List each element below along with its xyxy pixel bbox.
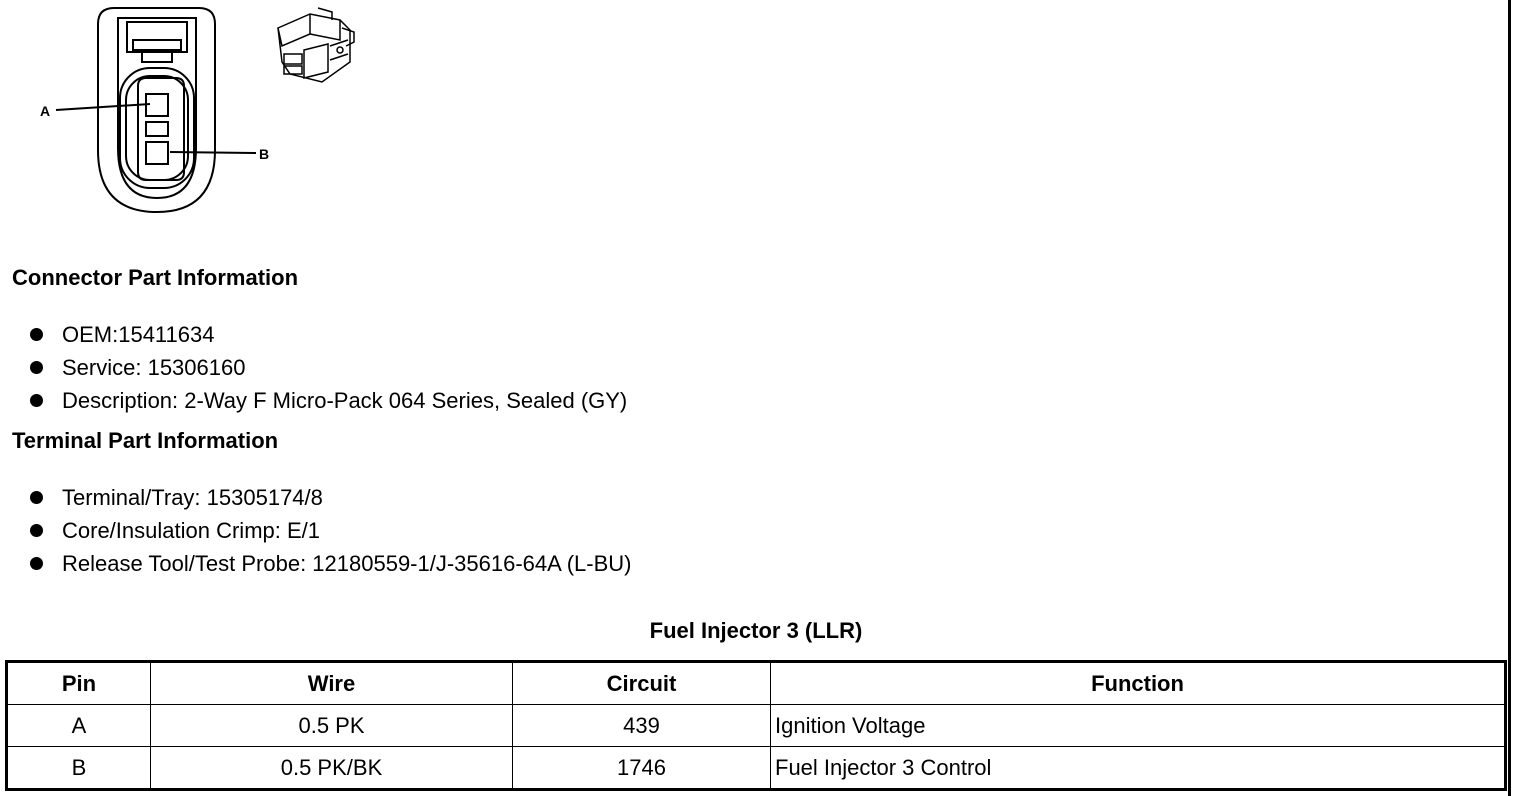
pinout-table (5, 660, 1507, 791)
table-title: Fuel Injector 3 (LLR) (649, 618, 863, 643)
terminal-part-list (30, 481, 632, 580)
list-item: Release Tool/Test Probe: 12180559-1/J-35616-64A (L-BU) (30, 547, 632, 580)
column-header-circuit: Circuit (513, 662, 771, 705)
bullet-icon (30, 557, 43, 570)
table-row (7, 747, 1506, 790)
cell-pin: A (7, 705, 151, 747)
cell-circuit: 439 (513, 705, 771, 747)
cell-wire: 0.5 PK (151, 705, 513, 747)
cell-function: Fuel Injector 3 Control (771, 747, 1506, 790)
connector-face-diagram (30, 0, 290, 220)
pin-label-a: A (40, 103, 51, 119)
table-header-row (7, 662, 1506, 705)
cell-pin: B (7, 747, 151, 790)
column-header-wire: Wire (151, 662, 513, 705)
list-item: Terminal/Tray: 15305174/8 (30, 481, 632, 514)
column-header-function: Function (771, 662, 1506, 705)
column-header-pin: Pin (7, 662, 151, 705)
list-item: Core/Insulation Crimp: E/1 (30, 514, 632, 547)
table-row (7, 705, 1506, 747)
pin-label-b: B (259, 146, 270, 162)
list-item: OEM:15411634 (30, 318, 627, 351)
cell-circuit: 1746 (513, 747, 771, 790)
bullet-icon (30, 361, 43, 374)
connector-part-list (30, 318, 627, 417)
bullet-icon (30, 328, 43, 341)
connector-part-heading: Connector Part Information (12, 265, 299, 290)
connector-isometric-icon (270, 2, 360, 92)
list-item: Description: 2-Way F Micro-Pack 064 Series, Sealed (GY) (30, 384, 627, 417)
bullet-icon (30, 394, 43, 407)
page-right-border (1508, 0, 1511, 796)
cell-wire: 0.5 PK/BK (151, 747, 513, 790)
terminal-part-heading: Terminal Part Information (12, 428, 279, 453)
list-item: Service: 15306160 (30, 351, 627, 384)
bullet-icon (30, 524, 43, 537)
bullet-icon (30, 491, 43, 504)
cell-function: Ignition Voltage (771, 705, 1506, 747)
